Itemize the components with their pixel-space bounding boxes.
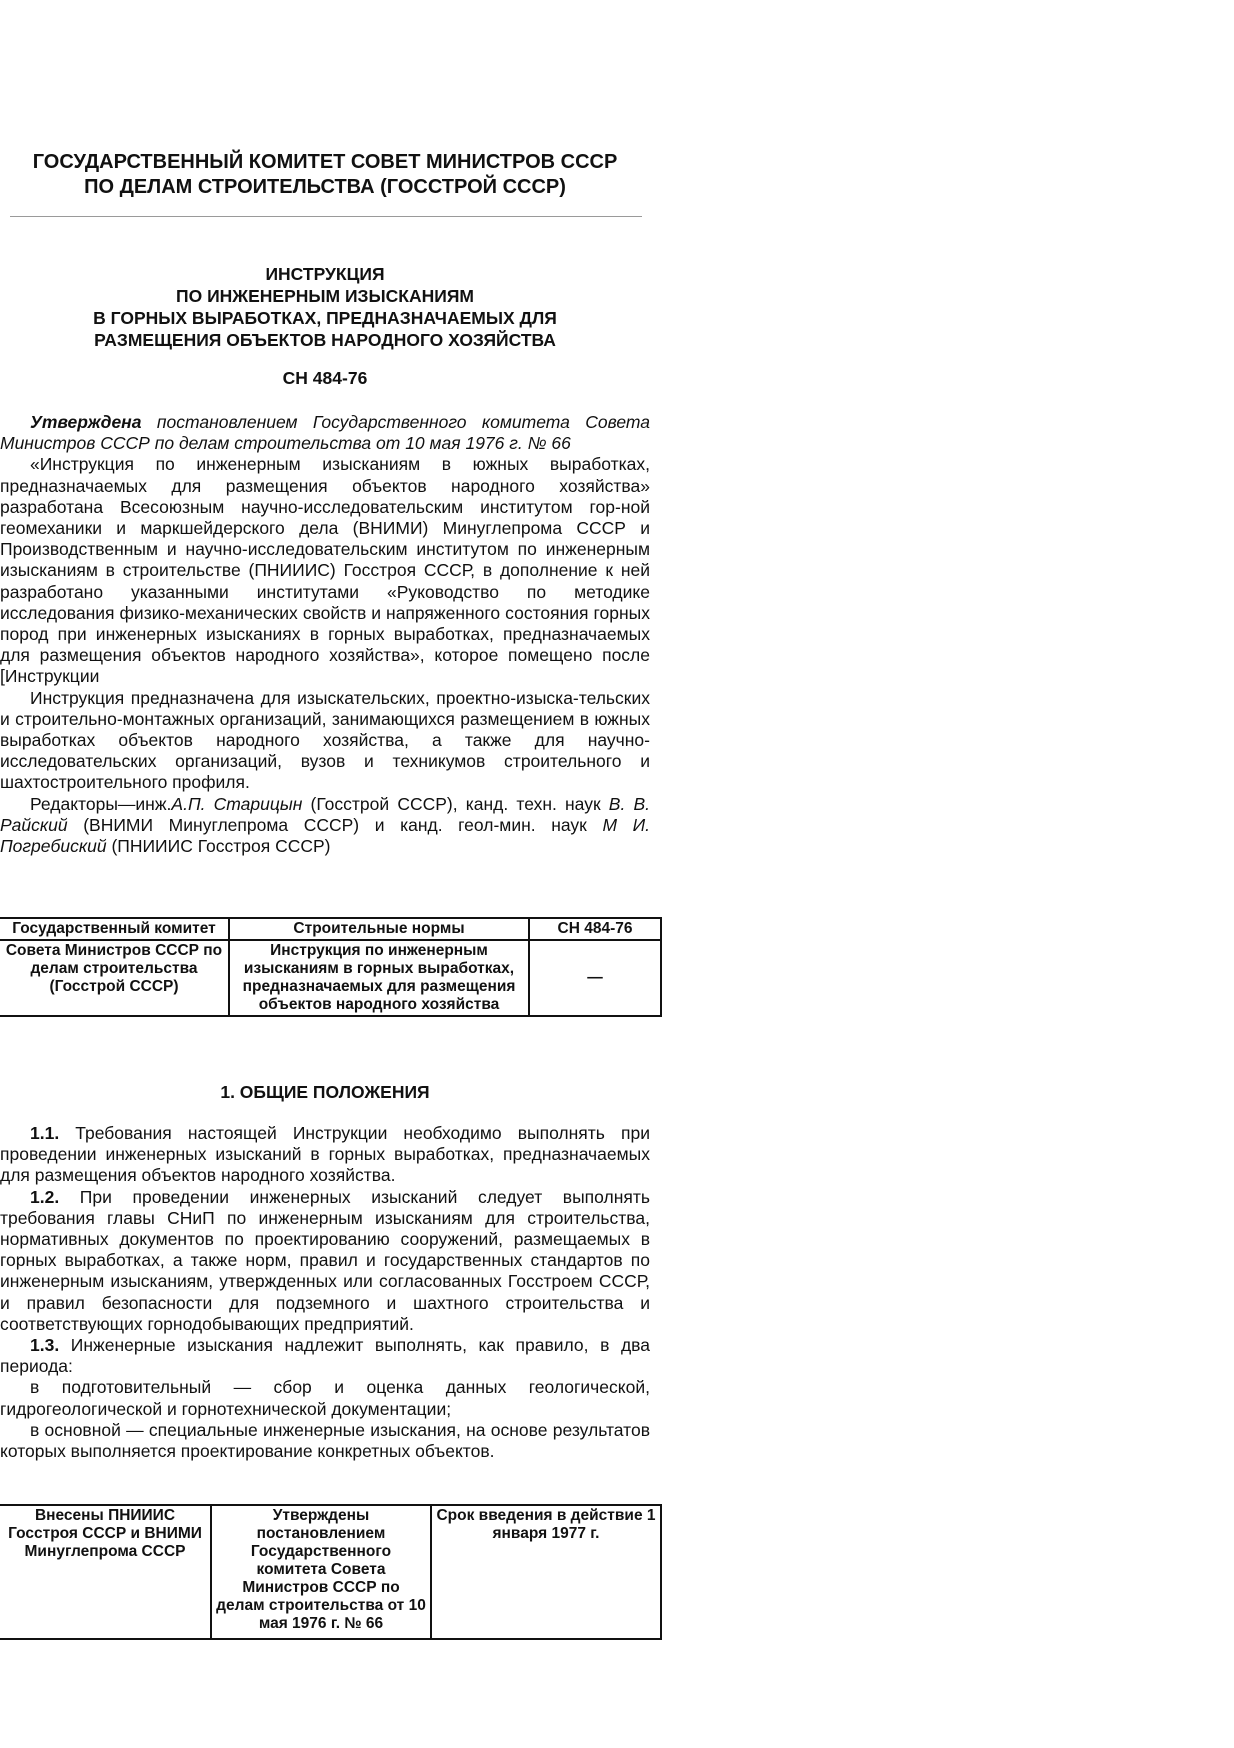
clause-1-2 [0, 1187, 650, 1335]
intro-paragraph-developers: «Инструкция по инженерным изысканиям в южных выработках, предназначаемых для размещения объектов народного хозяйства» разработана Всесоюзным научно-исследовательским институтом гор-ной геомеханики и маркшейдерского дела (ВНИМИ) Минуглепрома СССР и Производственным и научно-исследовательским институтом по инженерным изысканиям в строительстве (ПНИИИС) Госстроя СССР, в дополнение к ней разработано указанными институтами «Руководство по методике исследования физико-механических свойств и напряженного состояния горных пород при инженерных изысканиях в горных выработках, предназначаемых для размещения объектов народного хозяйства», которое помещено после [Инструкции [0, 454, 650, 687]
editors-prefix: Редакторы—инж. [30, 793, 172, 814]
std-col2-body: Инструкция по инженерным изысканиям в горных выработках, предназначаемых для размещения объектов народного хозяйства [229, 940, 529, 1016]
editor-2: В. В. Райский [0, 793, 651, 835]
approved-by-cell: Утверждены постановлением Государственного комитета Совета Министров СССР по делам строительства от 10 мая 1976 г. № 66 [211, 1505, 431, 1639]
clause-1-3 [0, 1335, 650, 1377]
submitted-by-cell: Внесены ПНИИИС Госстроя СССР и ВНИМИ Минуглепрома СССР [0, 1505, 211, 1639]
clause-1-1-number: 1.1. [30, 1123, 60, 1143]
intro-text [0, 412, 650, 857]
effective-date-cell: Срок введения в действие 1 января 1977 г. [431, 1505, 661, 1639]
section-title: 1. ОБЩИЕ ПОЛОЖЕНИЯ [220, 1082, 430, 1102]
title-line-4: РАЗМЕЩЕНИЯ ОБЪЕКТОВ НАРОДНОГО ХОЗЯЙСТВА [94, 330, 556, 350]
std-col3-header: СН 484-76 [529, 918, 661, 940]
organization-header [0, 150, 650, 200]
editors-paragraph [0, 794, 650, 858]
standard-header-table [0, 917, 662, 1017]
editor-3: М И. Погребиский [0, 814, 650, 857]
std-col3-body: — [529, 940, 661, 1016]
title-line-3: В ГОРНЫХ ВЫРАБОТКАХ, ПРЕДНАЗНАЧАЕМЫХ ДЛЯ [93, 308, 557, 328]
editor-1-org: (Госстрой СССР), канд. техн. наук [302, 793, 609, 814]
document-title [0, 263, 650, 351]
org-line-2: ПО ДЕЛАМ СТРОИТЕЛЬСТВА (ГОССТРОЙ СССР) [84, 176, 566, 198]
org-line-1: ГОСУДАРСТВЕННЫЙ КОМИТЕТ СОВЕТ МИНИСТРОВ СССР [32, 151, 618, 173]
clause-1-1 [0, 1123, 650, 1187]
std-col1-body: Совета Министров СССР по делам строительства (Госстрой СССР) [0, 940, 229, 1016]
approval-label: Утверждена [30, 412, 142, 432]
clause-1-3-preparatory: в подготовительный — сбор и оценка данных геологической, гидрогеологической и горнотехнической документации; [0, 1377, 650, 1419]
title-line-1: ИНСТРУКЦИЯ [265, 264, 385, 284]
clause-1-3-text: Инженерные изыскания надлежит выполнять, как правило, в два периода: [0, 1335, 650, 1377]
clause-1-3-main: в основной — специальные инженерные изыскания, на основе результатов которых выполняется проектирование конкретных объектов. [0, 1419, 650, 1462]
clause-1-2-text: При проведении инженерных изысканий следует выполнять требования главы СНиП по инженерным изысканиям для строительства, нормативных документов по проектированию сооружений, размещаемых в горных выработках, а также норм, правил и государственных стандартов по инженерным изысканиям, утвержденных или согласованных Госстроем СССР, и правил безопасности для подземного и шахтного строительства и соответствующих горнодобывающих предприятий. [0, 1186, 650, 1334]
header-divider [10, 216, 642, 217]
editor-1: А.П. Старицын [171, 793, 303, 814]
approval-info-table [0, 1504, 662, 1640]
section-body [0, 1123, 650, 1462]
approval-paragraph [0, 412, 650, 454]
clause-1-1-text: Требования настоящей Инструкции необходимо выполнять при проведении инженерных изысканий в горных выработках, предназначаемых для размещения объектов народного хозяйства. [0, 1123, 650, 1186]
clause-1-2-number: 1.2. [30, 1186, 60, 1207]
approval-text: постановлением Государственного комитета Совета Министров СССР по делам строительства от 10 мая 1976 г. № 66 [0, 412, 650, 454]
editor-3-org: (ПНИИИС Госстроя СССР) [106, 836, 331, 857]
document-code: СН 484-76 [282, 368, 368, 388]
editor-2-org: (ВНИМИ Минуглепрома СССР) и канд. геол-мин. наук [67, 814, 603, 835]
std-col2-header: Строительные нормы [229, 918, 529, 940]
std-col1-header: Государственный комитет [0, 918, 229, 940]
clause-1-3-number: 1.3. [30, 1335, 60, 1356]
intro-paragraph-purpose: Инструкция предназначена для изыскательских, проектно-изыска-тельских и строительно-монтажных организаций, занимающихся размещением в южных выработках объектов народного хозяйства, а также для научно-исследовательских организаций, вузов и техникумов строительного и шахтостроительного профиля. [0, 687, 650, 793]
title-line-2: ПО ИНЖЕНЕРНЫМ ИЗЫСКАНИЯМ [176, 286, 474, 306]
